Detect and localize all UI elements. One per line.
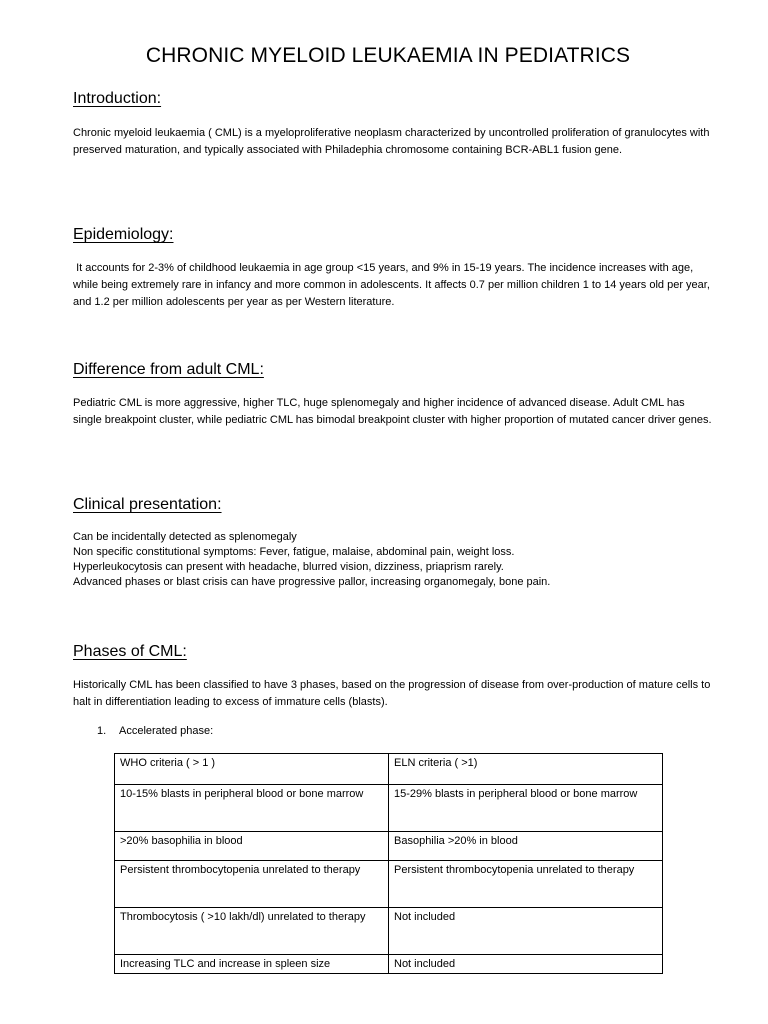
table-cell: Persistent thrombocytopenia unrelated to therapy	[115, 861, 389, 908]
phases-heading: Phases of CML:	[73, 643, 187, 660]
table-cell: Increasing TLC and increase in spleen size	[115, 955, 389, 974]
table-cell: Not included	[389, 908, 663, 955]
list-number: 1.	[97, 725, 107, 737]
table-row	[115, 908, 663, 955]
table-cell: WHO criteria ( > 1 )	[115, 754, 389, 785]
table-row	[115, 754, 663, 785]
table-row	[115, 785, 663, 832]
clinical-line: Advanced phases or blast crisis can have progressive pallor, increasing organomegaly, bone pain.	[73, 576, 551, 588]
table-cell: Persistent thrombocytopenia unrelated to therapy	[389, 861, 663, 908]
table-cell: ELN criteria ( >1)	[389, 754, 663, 785]
clinical-line: Non specific constitutional symptoms: Fever, fatigue, malaise, abdominal pain, weight loss.	[73, 546, 515, 558]
document-title: CHRONIC MYELOID LEUKAEMIA IN PEDIATRICS	[145, 44, 631, 67]
clinical-line: Hyperleukocytosis can present with headache, blurred vision, dizziness, priaprism rarely.	[73, 561, 504, 573]
table-cell: Thrombocytosis ( >10 lakh/dl) unrelated to therapy	[115, 908, 389, 955]
table-cell: 10-15% blasts in peripheral blood or bone marrow	[115, 785, 389, 832]
clinical-line: Can be incidentally detected as splenomegaly	[73, 531, 297, 543]
clinical-heading: Clinical presentation:	[73, 496, 222, 513]
accelerated-phase-table	[114, 753, 663, 974]
table-row	[115, 861, 663, 908]
clinical-lines	[73, 530, 713, 590]
introduction-heading: Introduction:	[73, 90, 162, 107]
epidemiology-paragraph: It accounts for 2-3% of childhood leukaemia in age group <15 years, and 9% in 15-19 years. The incidence increases with age, while being extremely rare in infancy and more common in adolescents. It affects 0.7 per million children 1 to 14 years old per year, and 1.2 per million adolescents per year as per Western literature.	[73, 262, 713, 308]
difference-paragraph: Pediatric CML is more aggressive, higher TLC, huge splenomegaly and higher incidence of advanced disease. Adult CML has single breakpoint cluster, while pediatric CML has bimodal breakpoint cluster with higher proportion of mutated cancer driver genes.	[73, 397, 712, 426]
table-cell: Not included	[389, 955, 663, 974]
list-item	[97, 724, 213, 739]
table-cell: >20% basophilia in blood	[115, 832, 389, 861]
table-row	[115, 955, 663, 974]
table-cell: 15-29% blasts in peripheral blood or bone marrow	[389, 785, 663, 832]
introduction-paragraph: Chronic myeloid leukaemia ( CML) is a myeloproliferative neoplasm characterized by uncontrolled proliferation of granulocytes with preserved maturation, and typically associated with Philadephia chromosome containing BCR-ABL1 fusion gene.	[73, 127, 710, 156]
epidemiology-heading: Epidemiology:	[73, 226, 174, 243]
table-cell: Basophilia >20% in blood	[389, 832, 663, 861]
difference-heading: Difference from adult CML:	[73, 361, 264, 378]
phases-paragraph: Historically CML has been classified to have 3 phases, based on the progression of disease from over-production of mature cells to halt in differentiation leading to excess of immature cells (blasts).	[73, 679, 711, 708]
table-row	[115, 832, 663, 861]
list-label: Accelerated phase:	[119, 725, 214, 737]
